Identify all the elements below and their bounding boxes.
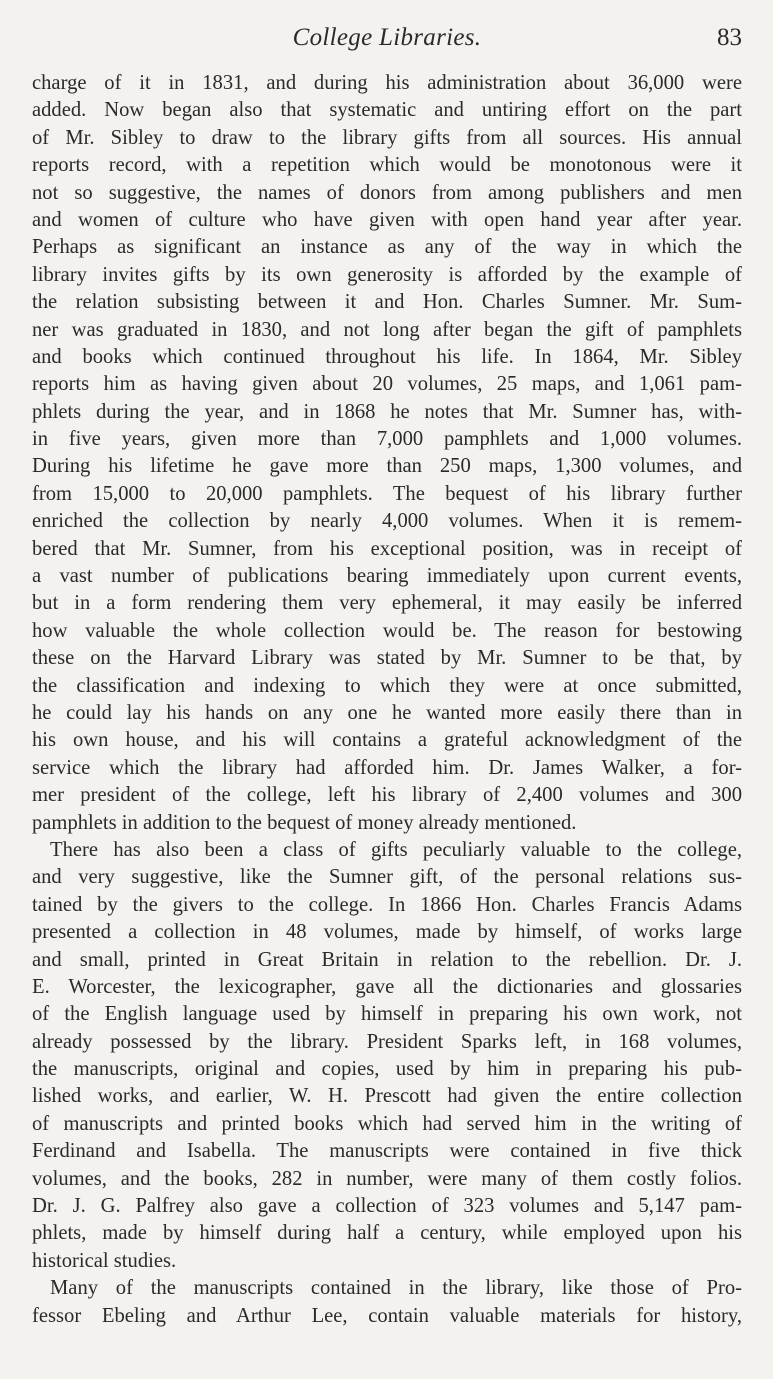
text-line: phlets, made by himself during half a century, while employed upon his (32, 1222, 742, 1245)
text-line: added. Now began also that systematic and untiring effort on the part (32, 99, 742, 122)
text-line: lished works, and earlier, W. H. Prescott had given the entire collection (32, 1085, 742, 1108)
text-line: presented a collection in 48 volumes, made by himself, of works large (32, 921, 742, 944)
text-line: these on the Harvard Library was stated by Mr. Sumner to be that, by (32, 647, 742, 670)
text-line: in five years, given more than 7,000 pamphlets and 1,000 volumes. (32, 428, 742, 451)
text-line: Perhaps as significant an instance as any of the way in which the (32, 236, 742, 259)
paragraph-2 (32, 837, 742, 1275)
text-line: Dr. J. G. Palfrey also gave a collection of 323 volumes and 5,147 pam- (32, 1195, 742, 1218)
text-line: ner was graduated in 1830, and not long after began the gift of pamphlets (32, 318, 742, 341)
text-line: During his lifetime he gave more than 250 maps, 1,300 volumes, and (32, 455, 742, 478)
text-line: There has also been a class of gifts peculiarly valuable to the college, (50, 838, 742, 861)
text-line: of manuscripts and printed books which had served him in the writing of (32, 1112, 742, 1135)
text-line: historical studies. (32, 1249, 177, 1272)
text-line: charge of it in 1831, and during his administration about 36,000 were (32, 72, 742, 94)
text-line: the relation subsisting between it and Hon. Charles Sumner. Mr. Sum- (32, 291, 742, 314)
page-number: 83 (717, 24, 742, 51)
text-line: Many of the manuscripts contained in the library, like those of Pro- (50, 1277, 742, 1300)
text-line: the manuscripts, original and copies, used by him in preparing his pub- (32, 1058, 742, 1081)
text-line: already possessed by the library. President Sparks left, in 168 volumes, (32, 1030, 742, 1053)
running-head (32, 22, 742, 58)
text-line: fessor Ebeling and Arthur Lee, contain valuable materials for history, (32, 1304, 742, 1327)
text-line: how valuable the whole collection would be. The reason for bestowing (32, 619, 742, 642)
text-line: library invites gifts by its own generosity is afforded by the example of (32, 263, 742, 286)
text-line: mer president of the college, left his library of 2,400 volumes and 300 (32, 784, 742, 807)
text-line: volumes, and the books, 282 in number, were many of them costly folios. (32, 1167, 742, 1190)
text-line: pamphlets in addition to the bequest of money already mentioned. (32, 811, 577, 834)
text-line: and women of culture who have given with open hand year after year. (32, 208, 742, 231)
text-line: tained by the givers to the college. In 1866 Hon. Charles Francis Adams (32, 893, 742, 916)
text-line: but in a form rendering them very ephemeral, it may easily be inferred (32, 592, 742, 615)
text-line: E. Worcester, the lexicographer, gave all the dictionaries and glossaries (32, 975, 742, 998)
text-line: phlets during the year, and in 1868 he notes that Mr. Sumner has, with- (32, 400, 742, 423)
paragraph-1 (32, 70, 742, 837)
paragraph-3 (32, 1275, 742, 1330)
text-line: he could lay his hands on any one he wanted more easily there than in (32, 701, 742, 724)
text-line: bered that Mr. Sumner, from his exceptional position, was in receipt of (32, 537, 742, 560)
text-line: reports record, with a repetition which would be monotonous were it (32, 154, 742, 177)
text-line: of Mr. Sibley to draw to the library gifts from all sources. His annual (32, 126, 742, 149)
text-line: his own house, and his will contains a grateful acknowledgment of the (32, 729, 742, 752)
text-line: a vast number of publications bearing immediately upon current events, (32, 565, 742, 588)
text-line: and small, printed in Great Britain in relation to the rebellion. Dr. J. (32, 948, 742, 971)
text-line: service which the library had afforded him. Dr. James Walker, a for- (32, 756, 742, 779)
text-line: reports him as having given about 20 volumes, 25 maps, and 1,061 pam- (32, 373, 742, 396)
text-line: the classification and indexing to which they were at once submitted, (32, 674, 742, 697)
text-line: Ferdinand and Isabella. The manuscripts were contained in five thick (32, 1140, 742, 1163)
text-line: enriched the collection by nearly 4,000 volumes. When it is remem- (32, 510, 742, 533)
text-line: of the English language used by himself in preparing his own work, not (32, 1003, 742, 1026)
text-line: and very suggestive, like the Sumner gift, of the personal relations sus- (32, 866, 742, 889)
text-line: not so suggestive, the names of donors from among publishers and men (32, 181, 742, 204)
text-line: from 15,000 to 20,000 pamphlets. The bequest of his library further (32, 482, 742, 505)
running-title: College Libraries. (292, 24, 482, 51)
text-line: and books which continued throughout his life. In 1864, Mr. Sibley (32, 345, 742, 368)
body-text (32, 70, 742, 1330)
